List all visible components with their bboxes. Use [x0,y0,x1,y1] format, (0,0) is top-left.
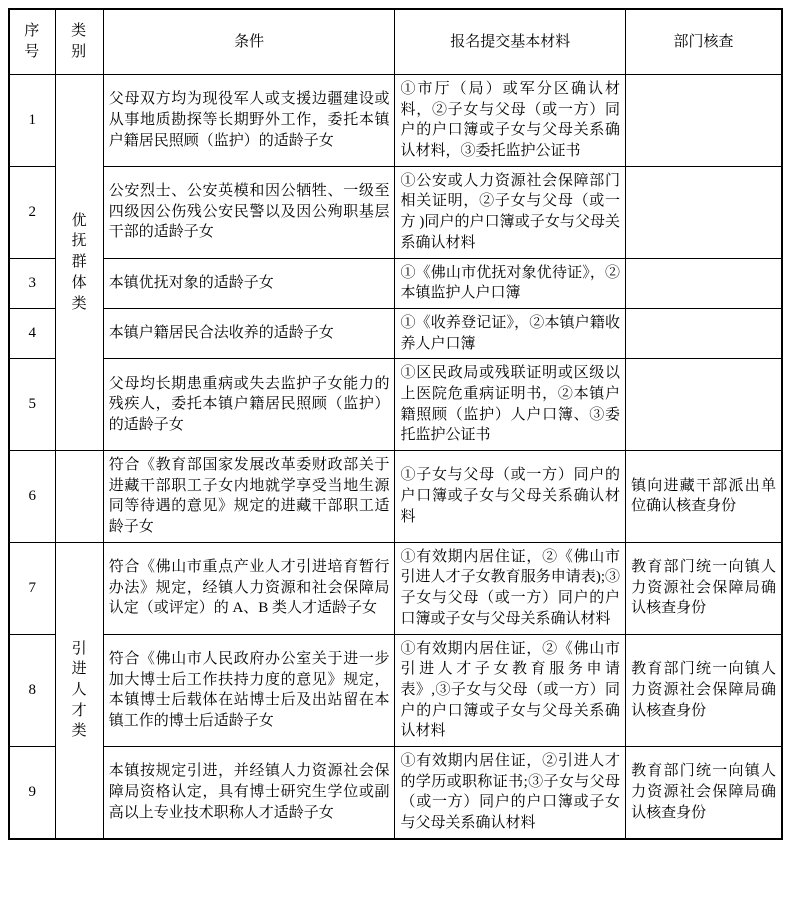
cell-seq: 6 [9,451,55,543]
cell-materials: ①有效期内居住证，②《佛山市引进人才子女教育服务申请表);③子女与父母（或一方）同户的户口簿或子女与父母关系确认材料 [395,542,626,634]
cell-category-blank [55,451,103,543]
category-char: 引 [71,640,87,657]
cell-condition: 本镇按规定引进，并经镇人力资源社会保障局资格认定，具有博士研究生学位或副高以上专业技术职称人才适龄子女 [103,746,395,838]
cell-materials: ①区民政局或残联证明或区级以上医院危重病证明书，②本镇户籍照顾（监护）人户口簿、③委托监护公证书 [395,359,626,451]
category-char: 优 [71,212,87,229]
cell-materials: ①有效期内居住证，②《佛山市引进人才子女教育服务申请表》,③子女与父母（或一方）同户的户口簿或子女与父母关系确认材料 [395,634,626,746]
category-char: 人 [71,681,87,698]
cell-seq: 3 [9,258,55,308]
cell-review: 教育部门统一向镇人力资源社会保障局确认核查身份 [626,542,782,634]
cell-review [626,359,782,451]
table-header-row [9,9,782,75]
cell-review [626,308,782,358]
cell-seq: 8 [9,634,55,746]
cell-seq: 1 [9,75,55,167]
table-row [9,258,782,308]
cell-materials: ①有效期内居住证，②引进人才的学历或职称证书;③子女与父母（或一方）同户的户口簿或子女与父母关系确认材料 [395,746,626,838]
cell-category-youfu [55,75,103,451]
cell-condition: 本镇户籍居民合法收养的适龄子女 [103,308,395,358]
header-materials: 报名提交基本材料 [395,9,626,75]
cell-condition: 父母双方均为现役军人或支援边疆建设或从事地质勘探等长期野外工作，委托本镇户籍居民照顾（监护）的适龄子女 [103,75,395,167]
cell-seq: 2 [9,166,55,258]
cell-materials: ①市厅（局）或军分区确认材料，②子女与父母（或一方）同户的户口簿或子女与父母关系确认材料，③委托监护公证书 [395,75,626,167]
table-row [9,451,782,543]
header-seq-line1: 序 [24,23,41,40]
header-category [55,9,103,75]
cell-review: 教育部门统一向镇人力资源社会保障局确认核查身份 [626,746,782,838]
header-category-line1: 类 [71,23,88,40]
header-category-line2: 别 [71,44,88,60]
cell-review: 镇向进藏干部派出单位确认核查身份 [626,451,782,543]
header-condition: 条件 [103,9,395,75]
cell-condition: 符合《佛山市重点产业人才引进培育暂行办法》规定，经镇人力资源和社会保障局认定（或评定）的 A、B 类人才适龄子女 [103,542,395,634]
category-char: 进 [71,661,87,678]
cell-condition: 父母均长期患重病或失去监护子女能力的残疾人，委托本镇户籍居民照顾（监护）的适龄子女 [103,359,395,451]
cell-review [626,258,782,308]
category-char: 类 [71,723,87,740]
cell-seq: 4 [9,308,55,358]
header-seq-line2: 号 [24,44,41,60]
cell-materials: ①《佛山市优抚对象优待证》，②本镇监护人户口簿 [395,258,626,308]
cell-materials: ①子女与父母（或一方）同户的户口簿或子女与父母关系确认材料 [395,451,626,543]
table-row [9,166,782,258]
cell-condition: 符合《佛山市人民政府办公室关于进一步加大博士后工作扶持力度的意见》规定，本镇博士后载体在站博士后及出站留在本镇工作的博士后适龄子女 [103,634,395,746]
enrollment-policy-table [8,8,783,840]
cell-review: 教育部门统一向镇人力资源社会保障局确认核查身份 [626,634,782,746]
table-row [9,359,782,451]
header-seq [9,9,55,75]
cell-materials: ①《收养登记证》，②本镇户籍收养人户口簿 [395,308,626,358]
cell-seq: 7 [9,542,55,634]
category-char: 群 [71,254,87,271]
category-char: 类 [71,295,87,312]
cell-seq: 9 [9,746,55,838]
cell-category-yinjin [55,542,103,838]
category-char: 才 [71,702,87,719]
cell-seq: 5 [9,359,55,451]
table-row [9,308,782,358]
header-review: 部门核查 [626,9,782,75]
cell-condition: 公安烈士、公安英模和因公牺牲、一级至四级因公伤残公安民警以及因公殉职基层干部的适龄子女 [103,166,395,258]
category-char: 体 [71,274,87,291]
table-row [9,634,782,746]
table-row [9,542,782,634]
category-char: 抚 [71,233,87,250]
cell-review [626,75,782,167]
cell-condition: 符合《教育部国家发展改革委财政部关于进藏干部职工子女内地就学享受当地生源同等待遇的意见》规定的进藏干部职工适龄子女 [103,451,395,543]
cell-review [626,166,782,258]
table-row [9,746,782,838]
cell-condition: 本镇优抚对象的适龄子女 [103,258,395,308]
table-row [9,75,782,167]
cell-materials: ①公安或人力资源社会保障部门相关证明，②子女与父母（或一方 )同户的户口簿或子女与父母关系确认材料 [395,166,626,258]
